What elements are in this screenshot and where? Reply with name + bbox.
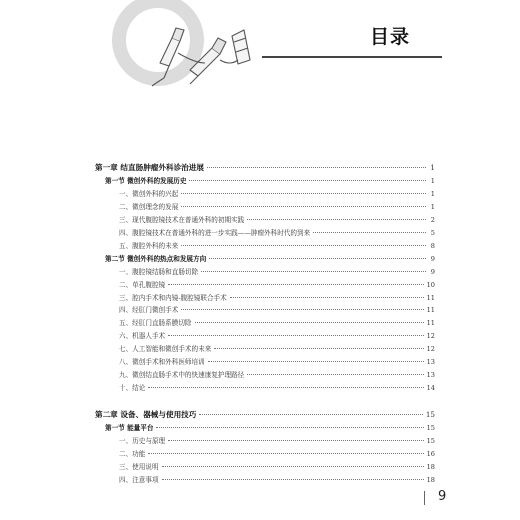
toc-entry-page: 11: [426, 293, 435, 302]
toc-leader-dots: [181, 193, 426, 194]
toc-subsection[interactable]: [95, 461, 435, 473]
toc-subsection[interactable]: [95, 435, 435, 447]
toc-subsection[interactable]: [95, 356, 435, 368]
toc-entry-page: 1: [430, 163, 435, 172]
toc-subsection[interactable]: [95, 227, 435, 239]
toc-section[interactable]: [95, 175, 435, 187]
toc-subsection[interactable]: [95, 474, 435, 486]
toc-subsection[interactable]: [95, 279, 435, 291]
toc-leader-dots: [162, 466, 424, 467]
toc-subsection[interactable]: [95, 382, 435, 394]
toc-entry-label: 四、注意事项: [119, 475, 159, 484]
toc-entry-page: 18: [426, 475, 435, 484]
toc-section[interactable]: [95, 253, 435, 265]
toc-subsection[interactable]: [95, 369, 435, 381]
toc-leader-dots: [168, 335, 423, 336]
toc-entry-page: 5: [430, 228, 435, 237]
toc-leader-dots: [181, 309, 423, 310]
toc-entry-label: 第二章 设备、器械与使用技巧: [95, 410, 197, 420]
toc-leader-dots: [313, 232, 426, 233]
toc-entry-label: 二、单孔腹腔镜: [119, 280, 166, 289]
surgical-instruments-illustration: [150, 8, 260, 88]
toc-entry-label: 三、使用说明: [119, 462, 159, 471]
toc-subsection[interactable]: [95, 304, 435, 316]
toc-chapter[interactable]: [95, 162, 435, 174]
toc-entry-label: 第二节 微创外科的热点和发展方向: [105, 254, 207, 263]
toc-entry-label: 六、机器人手术: [119, 332, 166, 341]
toc-entry-label: 五、经肛门直肠系膜切除: [119, 319, 192, 328]
toc-entry-label: 二、微创理念的发展: [119, 202, 179, 211]
toc-entry-label: 一、腹腔镜结肠和直肠切除: [119, 267, 199, 276]
toc-entry-page: 13: [426, 371, 435, 380]
toc-entry-label: 一、微创外科的兴起: [119, 189, 179, 198]
toc-entry-page: 14: [426, 384, 435, 393]
toc-chapter[interactable]: [95, 409, 435, 421]
toc-entry-label: 九、微创结直肠手术中的快速康复护理路径: [119, 371, 245, 380]
toc-leader-dots: [207, 167, 426, 168]
toc-entry-label: 三、腔内手术和内镜-腹腔镜联合手术: [119, 293, 227, 302]
toc-leader-dots: [168, 440, 423, 441]
toc-leader-dots: [209, 258, 426, 259]
toc-section[interactable]: [95, 422, 435, 434]
toc-entry-page: 1: [430, 202, 435, 211]
toc-leader-dots: [168, 284, 423, 285]
toc-entry-page: 18: [426, 462, 435, 471]
page-number-divider: [424, 491, 425, 505]
toc-leader-dots: [247, 219, 426, 220]
toc-entry-page: 15: [425, 410, 435, 420]
toc-subsection[interactable]: [95, 240, 435, 252]
toc-entry-label: 一、历史与原理: [119, 437, 166, 445]
toc-leader-dots: [199, 414, 422, 415]
toc-entry-page: 15: [426, 437, 435, 445]
toc-entry-page: 1: [430, 176, 435, 185]
toc-entry-label: 四、经肛门微创手术: [119, 306, 179, 315]
toc-subsection[interactable]: [95, 214, 435, 226]
toc-entry-page: 12: [426, 345, 435, 354]
toc-leader-dots: [148, 453, 423, 454]
toc-entry-page: 1: [430, 189, 435, 198]
toc-entry-page: 9: [430, 267, 435, 276]
toc-subsection[interactable]: [95, 317, 435, 329]
toc-subsection[interactable]: [95, 188, 435, 200]
toc-entry-label: 十、结论: [119, 384, 146, 393]
toc-entry-page: 13: [426, 358, 435, 367]
toc-leader-dots: [156, 427, 423, 428]
toc-leader-dots: [181, 245, 426, 246]
toc-leader-dots: [247, 374, 423, 375]
toc-subsection[interactable]: [95, 201, 435, 213]
toc-entry-page: 15: [426, 424, 435, 432]
toc-entry-page: 16: [426, 449, 435, 458]
toc-entry-page: 10: [426, 280, 435, 289]
toc-subsection[interactable]: [95, 330, 435, 342]
toc-entry-page: 9: [430, 254, 435, 263]
toc-leader-dots: [148, 387, 423, 388]
toc-entry-label: 第一章 结直肠肿瘤外科诊治进展: [95, 163, 204, 172]
toc-leader-dots: [162, 479, 424, 480]
toc-leader-dots: [201, 271, 426, 272]
toc-entry-label: 第一节 能量平台: [105, 424, 154, 432]
toc-entry-label: 七、人工智能和微创手术的未来: [119, 345, 212, 354]
toc-leader-dots: [214, 348, 423, 349]
page-title: 目录: [370, 26, 411, 48]
toc-entry-label: 五、腹腔外科的未来: [119, 241, 179, 250]
toc-leader-dots: [195, 322, 424, 323]
toc-entry-label: 四、腹腔镜技术在普通外科的进一步实践——肿瘤外科时代的到来: [119, 228, 311, 237]
title-underline: [262, 56, 442, 58]
toc-entry-page: 8: [430, 241, 435, 250]
toc-entry-page: 11: [426, 306, 435, 315]
toc-entry-label: 第一节 微创外科的发展历史: [105, 176, 187, 185]
toc-leader-dots: [181, 206, 426, 207]
toc-subsection[interactable]: [95, 343, 435, 355]
toc-entry-page: 12: [426, 332, 435, 341]
toc-entry-label: 八、微创手术和外科医师培训: [119, 358, 205, 367]
toc-leader-dots: [208, 361, 424, 362]
toc-entry-page: 11: [426, 319, 435, 328]
toc-leader-dots: [230, 297, 424, 298]
toc-subsection[interactable]: [95, 448, 435, 460]
toc-entry-label: 二、功能: [119, 449, 146, 458]
toc-leader-dots: [189, 180, 426, 181]
page-number: 9: [438, 489, 447, 504]
toc-entry-page: 2: [430, 215, 435, 224]
toc-entry-label: 三、现代腹腔镜技术在普通外科的初期实践: [119, 215, 245, 224]
toc-subsection[interactable]: [95, 266, 435, 278]
toc-subsection[interactable]: [95, 292, 435, 304]
